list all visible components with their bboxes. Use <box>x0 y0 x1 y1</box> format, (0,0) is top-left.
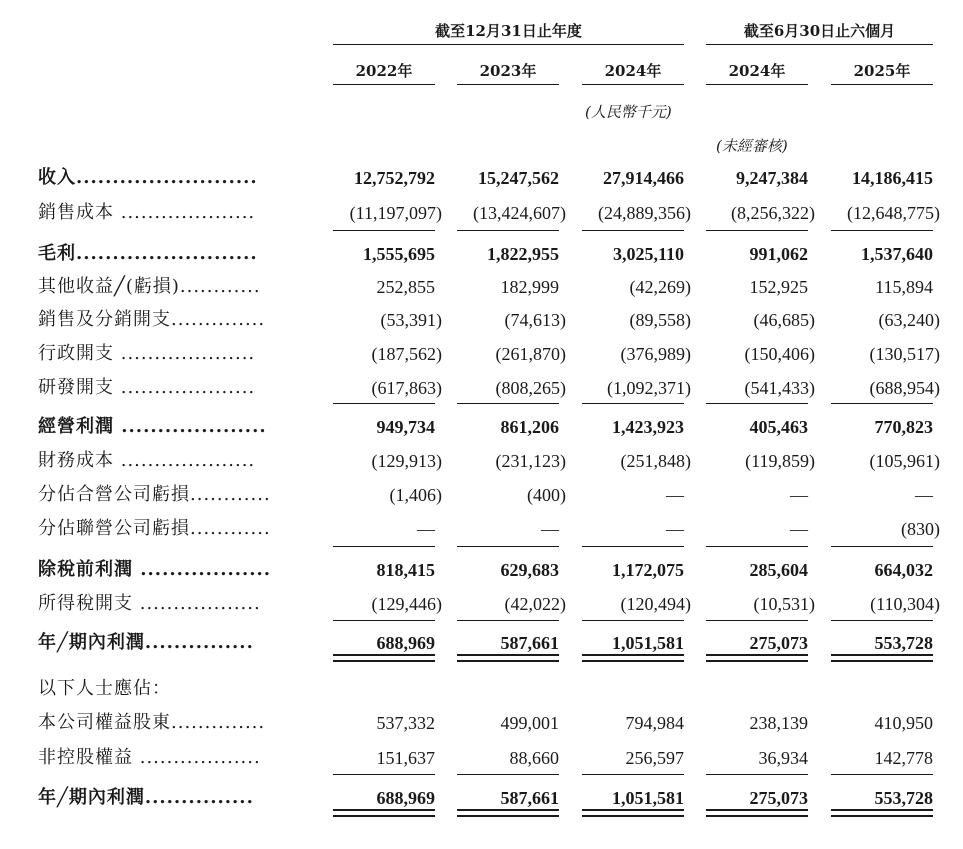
table-row <box>0 337 963 371</box>
row-value: (46,685) <box>753 310 815 330</box>
row-value: 252,855 <box>376 277 435 297</box>
row-value: — <box>541 519 559 539</box>
subtotal-rule <box>333 774 435 775</box>
total-double-rule <box>831 654 933 662</box>
row-value <box>831 672 933 706</box>
subtotal-rule <box>831 774 933 775</box>
row-value: 405,463 <box>749 417 808 437</box>
subtotal-rule <box>457 620 559 621</box>
table-row <box>0 237 963 271</box>
row-value: (1,406) <box>389 485 442 505</box>
row-label: 銷售及分銷開支.............. <box>38 309 266 330</box>
table-row <box>0 196 963 230</box>
table-row <box>0 587 963 621</box>
subtotal-rule <box>457 230 559 231</box>
total-double-rule <box>582 809 684 817</box>
row-label: 其他收益╱(虧損)............ <box>38 276 261 297</box>
row-label: 非控股權益 .................. <box>38 747 261 768</box>
row-value: 142,778 <box>874 748 933 768</box>
row-value <box>457 672 559 706</box>
row-value: (53,391) <box>380 310 442 330</box>
row-value: 664,032 <box>874 560 933 580</box>
row-value: 115,894 <box>875 277 933 297</box>
row-value: — <box>790 519 808 539</box>
row-value: 182,999 <box>500 277 559 297</box>
row-value: 275,073 <box>749 633 808 653</box>
header-six-months: 截至6月30日止六個月 <box>706 20 933 45</box>
row-value: 1,172,075 <box>612 560 684 580</box>
row-value: 15,247,562 <box>478 168 559 188</box>
subtotal-rule <box>457 546 559 547</box>
row-value: (150,406) <box>744 344 815 364</box>
total-double-rule <box>457 654 559 662</box>
row-value: 688,969 <box>376 633 435 653</box>
subtotal-rule <box>831 620 933 621</box>
row-value: — <box>417 519 435 539</box>
table-row <box>0 410 963 444</box>
row-value: 152,925 <box>749 277 808 297</box>
row-value: 499,001 <box>500 713 559 733</box>
row-value: (10,531) <box>753 594 815 614</box>
row-value: (120,494) <box>620 594 691 614</box>
row-value: 770,823 <box>874 417 933 437</box>
row-label: 收入......................... <box>38 167 258 188</box>
row-value: (1,092,371) <box>607 378 691 398</box>
row-value: (617,863) <box>371 378 442 398</box>
row-label: 以下人士應佔： <box>38 678 171 699</box>
subtotal-rule <box>582 403 684 404</box>
row-value: — <box>790 485 808 505</box>
row-label: 毛利......................... <box>38 243 258 264</box>
row-label: 研發開支 .................... <box>38 377 256 398</box>
row-value: 1,822,955 <box>487 244 559 264</box>
row-value: (261,870) <box>495 344 566 364</box>
subtotal-rule <box>333 546 435 547</box>
subtotal-rule <box>706 774 808 775</box>
row-label: 年╱期內利潤............... <box>38 787 254 808</box>
table-row <box>0 303 963 337</box>
row-value: — <box>666 519 684 539</box>
row-value: (251,848) <box>620 451 691 471</box>
row-value: 14,186,415 <box>852 168 933 188</box>
header-year-2024-h1: 2024年 <box>706 60 808 85</box>
row-value: 818,415 <box>376 560 435 580</box>
table-row <box>0 270 963 304</box>
row-value <box>582 672 684 706</box>
header-year-2022: 2022年 <box>333 60 435 85</box>
row-value: (376,989) <box>620 344 691 364</box>
row-value: 12,752,792 <box>354 168 435 188</box>
subtotal-rule <box>582 546 684 547</box>
row-value: (187,562) <box>371 344 442 364</box>
row-value: 553,728 <box>874 633 933 653</box>
row-value: — <box>666 485 684 505</box>
row-value: 537,332 <box>376 713 435 733</box>
total-double-rule <box>333 654 435 662</box>
header-year-2023: 2023年 <box>457 60 559 85</box>
subtotal-rule <box>706 620 808 621</box>
row-value: (129,913) <box>371 451 442 471</box>
row-value: 629,683 <box>500 560 559 580</box>
row-label: 銷售成本 .................... <box>38 202 256 223</box>
row-label: 行政開支 .................... <box>38 343 256 364</box>
subtotal-rule <box>457 403 559 404</box>
table-row <box>0 371 963 405</box>
subtotal-rule <box>457 774 559 775</box>
row-value: 1,051,581 <box>612 788 684 808</box>
row-value: (119,859) <box>745 451 815 471</box>
table-row <box>0 478 963 512</box>
table-row <box>0 741 963 775</box>
row-value <box>706 672 808 706</box>
row-value: (830) <box>901 519 940 539</box>
row-value: 88,660 <box>509 748 559 768</box>
row-label: 分佔合營公司虧損............ <box>38 484 271 505</box>
row-label: 年╱期內利潤............... <box>38 632 254 653</box>
row-value: (63,240) <box>878 310 940 330</box>
row-value: 688,969 <box>376 788 435 808</box>
table-row <box>0 706 963 740</box>
row-value: 1,051,581 <box>612 633 684 653</box>
row-value: 1,555,695 <box>363 244 435 264</box>
table-row <box>0 444 963 478</box>
row-value: 256,597 <box>625 748 684 768</box>
row-value: (89,558) <box>629 310 691 330</box>
row-value: 587,661 <box>500 633 559 653</box>
table-row <box>0 161 963 195</box>
row-value: 36,934 <box>758 748 808 768</box>
row-label: 分佔聯營公司虧損............ <box>38 518 271 539</box>
row-value: 3,025,110 <box>612 244 684 264</box>
row-value: (12,648,775) <box>847 203 940 223</box>
subtotal-rule <box>706 230 808 231</box>
row-value: 991,062 <box>749 244 808 264</box>
total-double-rule <box>706 654 808 662</box>
row-value: 285,604 <box>749 560 808 580</box>
row-value: (42,269) <box>629 277 691 297</box>
row-label: 本公司權益股東.............. <box>38 712 266 733</box>
total-double-rule <box>582 654 684 662</box>
row-value: 9,247,384 <box>736 168 808 188</box>
row-label: 所得稅開支 .................. <box>38 593 261 614</box>
row-value: (24,889,356) <box>598 203 691 223</box>
header-full-year: 截至12月31日止年度 <box>333 20 684 45</box>
row-label: 除稅前利潤 .................. <box>38 559 272 580</box>
row-value: 151,637 <box>376 748 435 768</box>
row-value: (130,517) <box>869 344 940 364</box>
total-double-rule <box>831 809 933 817</box>
subtotal-rule <box>831 546 933 547</box>
row-value: 27,914,466 <box>603 168 684 188</box>
subtotal-rule <box>333 620 435 621</box>
subtotal-rule <box>706 546 808 547</box>
subtotal-rule <box>582 230 684 231</box>
row-label: 財務成本 .................... <box>38 450 256 471</box>
row-value: (231,123) <box>495 451 566 471</box>
row-value <box>333 672 435 706</box>
row-label: 經營利潤 .................... <box>38 416 267 437</box>
row-value: 1,537,640 <box>861 244 933 264</box>
row-value: (42,022) <box>504 594 566 614</box>
subtotal-rule <box>706 403 808 404</box>
row-value: 861,206 <box>500 417 559 437</box>
row-value: (688,954) <box>869 378 940 398</box>
row-value: 949,734 <box>376 417 435 437</box>
subtotal-rule <box>831 230 933 231</box>
row-value: (74,613) <box>504 310 566 330</box>
row-value: 275,073 <box>749 788 808 808</box>
total-double-rule <box>706 809 808 817</box>
row-value: 238,139 <box>749 713 808 733</box>
table-row <box>0 512 963 546</box>
row-value: (541,433) <box>744 378 815 398</box>
total-double-rule <box>333 809 435 817</box>
row-value: 587,661 <box>500 788 559 808</box>
subtotal-rule <box>333 403 435 404</box>
row-value: — <box>915 485 933 505</box>
table-row <box>0 553 963 587</box>
row-value: (129,446) <box>371 594 442 614</box>
currency-note: (人民幣千元) <box>585 103 672 121</box>
row-value: 794,984 <box>625 713 684 733</box>
subtotal-rule <box>582 774 684 775</box>
row-value: (13,424,607) <box>473 203 566 223</box>
total-double-rule <box>457 809 559 817</box>
subtotal-rule <box>831 403 933 404</box>
unaudited-note: (未經審核) <box>716 137 788 155</box>
row-value: (400) <box>527 485 566 505</box>
subtotal-rule <box>582 620 684 621</box>
row-value: (8,256,322) <box>731 203 815 223</box>
row-value: 553,728 <box>874 788 933 808</box>
row-value: 410,950 <box>874 713 933 733</box>
row-value: (808,265) <box>495 378 566 398</box>
table-row <box>0 672 963 706</box>
row-value: 1,423,923 <box>612 417 684 437</box>
row-value: (110,304) <box>870 594 940 614</box>
row-value: (105,961) <box>869 451 940 471</box>
header-year-2024: 2024年 <box>582 60 684 85</box>
row-value: (11,197,097) <box>349 203 442 223</box>
subtotal-rule <box>333 230 435 231</box>
header-year-2025-h1: 2025年 <box>831 60 933 85</box>
